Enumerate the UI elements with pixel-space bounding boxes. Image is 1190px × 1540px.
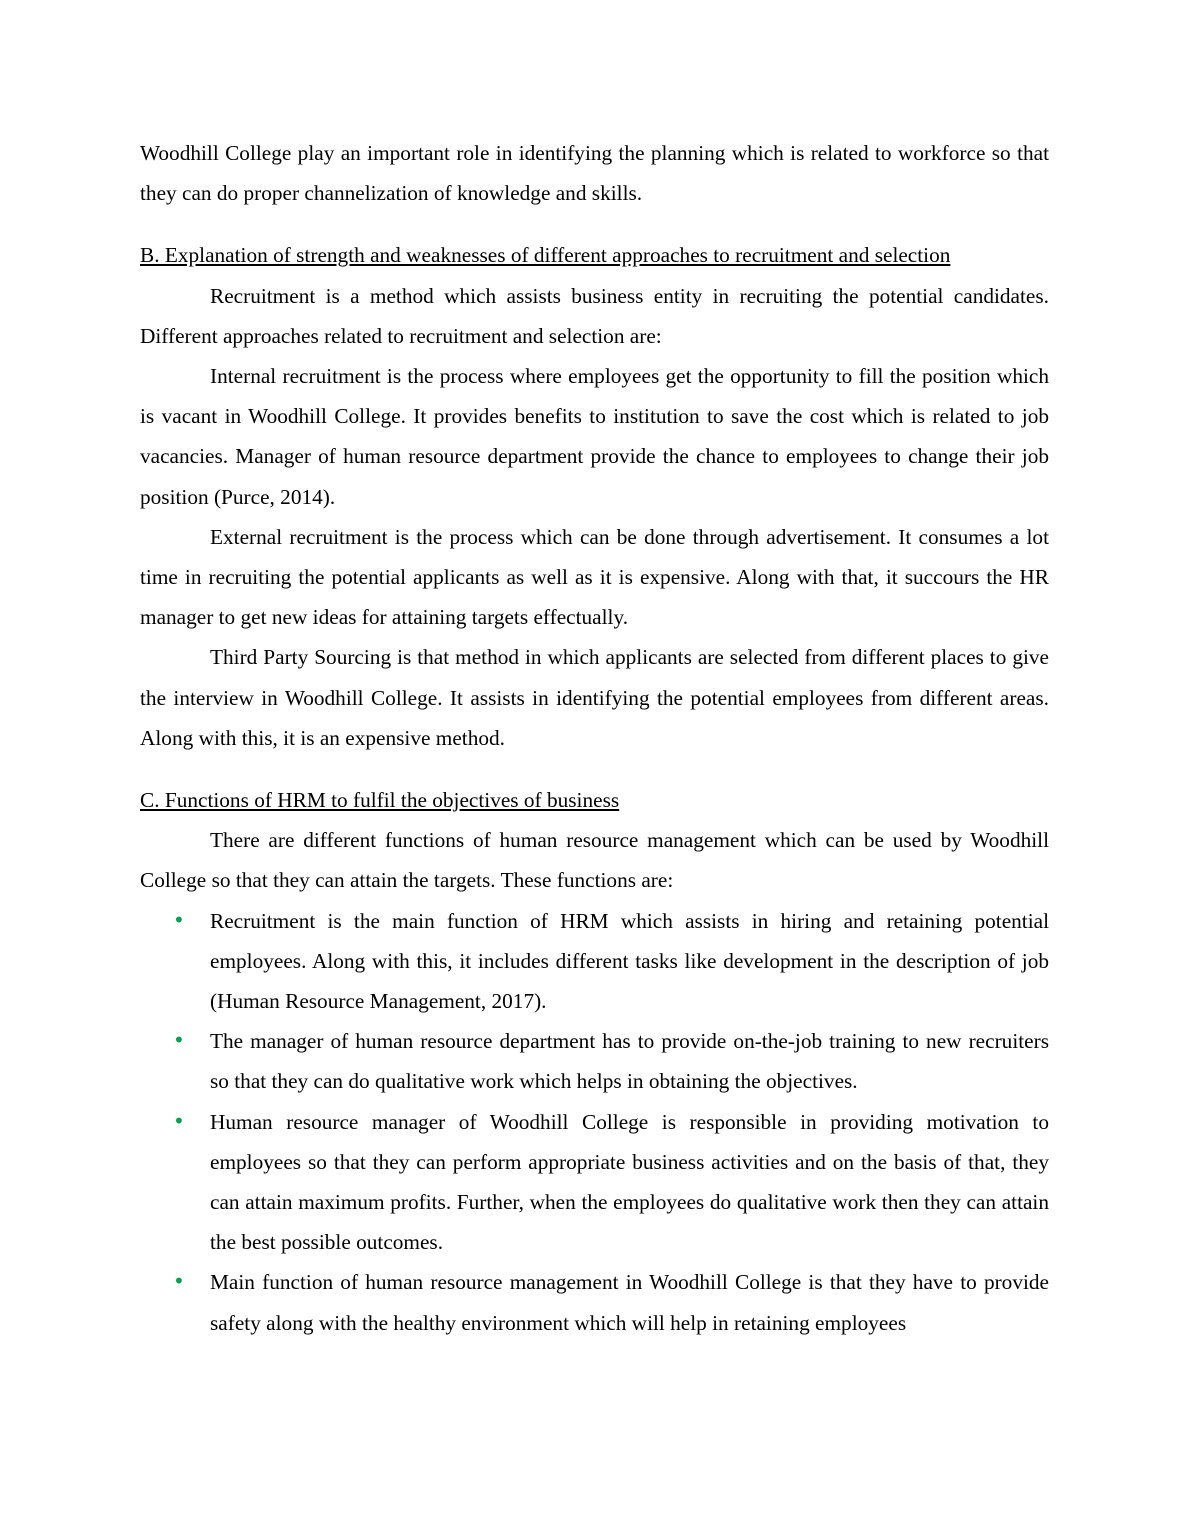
bullet-icon: •	[173, 1269, 185, 1294]
bullet-icon: •	[173, 907, 185, 932]
list-item-text: Recruitment is the main function of HRM which assists in hiring and retaining potential employees. Along with this, it includes different tasks like development in the description of job (Human Resource Management, 2017).	[210, 908, 1049, 1014]
section-b-heading: B. Explanation of strength and weaknesses of different approaches to recruitment and selection	[140, 243, 951, 268]
functions-list	[140, 901, 1049, 1343]
document-page	[140, 133, 1049, 1343]
list-item-text: Main function of human resource management in Woodhill College is that they have to provide safety along with the healthy environment which will help in retaining employees	[210, 1270, 1049, 1335]
list-item-text: The manager of human resource department has to provide on-the-job training to new recruiters so that they can do qualitative work which helps in obtaining the objectives.	[210, 1029, 1049, 1094]
bullet-icon: •	[173, 1108, 185, 1133]
list-item	[140, 1262, 1049, 1342]
section-c-heading: C. Functions of HRM to fulfil the objectives of business	[140, 788, 620, 813]
list-item	[140, 1021, 1049, 1101]
list-item	[140, 901, 1049, 1022]
intro-paragraph: Woodhill College play an important role in identifying the planning which is related to workforce so that they can do proper channelization of knowledge and skills.	[140, 141, 1049, 206]
bullet-icon: •	[173, 1028, 185, 1053]
list-item-text: Human resource manager of Woodhill College is responsible in providing motivation to employees so that they can perform appropriate business activities and on the basis of that, they can attain maximum profits. Further, when the employees do qualitative work then they can attain the best possible outcomes.	[210, 1109, 1049, 1255]
section-c-intro-paragraph: There are different functions of human resource management which can be used by Woodhill College so that they can attain the targets. These functions are:	[140, 828, 1049, 893]
list-item	[140, 1102, 1049, 1263]
section-b-paragraph-recruitment: Recruitment is a method which assists business entity in recruiting the potential candidates. Different approaches related to recruitment and selection are:	[140, 283, 1049, 348]
section-b-paragraph-external: External recruitment is the process which can be done through advertisement. It consumes a lot time in recruiting the potential applicants as well as it is expensive. Along with that, it succours the HR manager to get new ideas for attaining targets effectually.	[140, 524, 1049, 630]
section-b-paragraph-third-party: Third Party Sourcing is that method in which applicants are selected from different places to give the interview in Woodhill College. It assists in identifying the potential employees from different areas. Along with this, it is an expensive method.	[140, 645, 1049, 750]
section-b-paragraph-internal: Internal recruitment is the process where employees get the opportunity to fill the position which is vacant in Woodhill College. It provides benefits to institution to save the cost which is related to job vacancies. Manager of human resource department provide the chance to employees to change their job position (Purce, 2014).	[140, 364, 1049, 509]
